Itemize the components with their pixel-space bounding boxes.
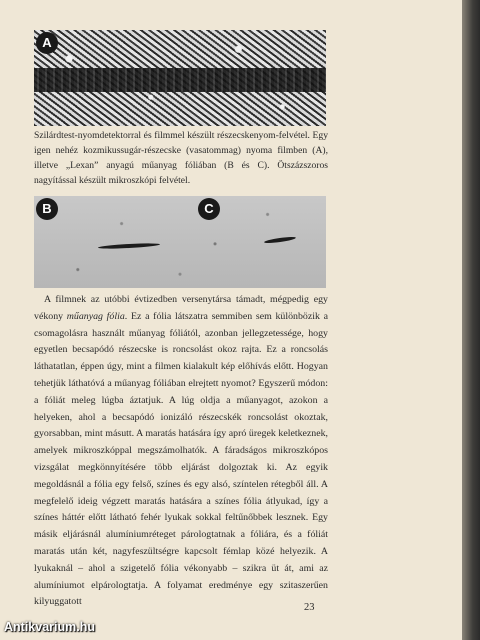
particle-track: [34, 68, 326, 92]
etched-track-c: [264, 236, 296, 244]
watermark: Antikvarium.hu: [4, 620, 95, 634]
page-edge-shadow: [462, 0, 480, 640]
label-b: B: [36, 198, 58, 220]
label-c: C: [198, 198, 220, 220]
body-text-emphasis: műanyag fólia: [66, 310, 125, 322]
body-paragraph: [34, 292, 328, 611]
body-text-rest: . Ez a fólia látszatra semmiben sem különbözik a csomagolásra használt műanyag fóliától, azonban jellegzetessége, hogy egyetlen becsapódó részecske is roncsolást okoz rajta. Ez a roncsolás láthatatlan, éppen úgy, mint a filmen kialakult kép előhívás előtt. Hogyan tehetjük láthatóvá a műanyag fóliában elrejtett nyomot? Egyszerű módon: a fóliát meleg lúgba áztatjuk. A lúg oldja a műanyagot, azokon a helyeken, ahol a becsapódó ionizáló részecskék roncsolást okoztak, gyorsabban, mint másutt. A maratás hatására így apró üregek keletkeznek, amelyek mikroszkóppal megszámolhatók. A fáradságos mikroszkópos vizsgálat megkönnyítésére több eljárást dolgoztak ki. Az egyik megoldásnál a fólia egy felső, színes és egy alsó, színtelen rétegből áll. A megfelelő ideig végzett maratás hatására a színes fólia átlyukad, így a színes háttér előtt látható fehér lyukak sokkal feltűnőbbek lesznek. Egy másik eljárásnál alumíniumréteget párologtatnak a fóliára, és a fóliát maratás után két, nagyfeszültségre kapcsolt fémlap közé helyezik. A lyukaknál – ahol a szigetelő fólia vékonyabb – szikra üt át, ami az alumíniumot elpárologtatja. A folyamat eredménye egy szitaszerűen kilyuggatott: [34, 310, 328, 608]
figure-caption: Szilárdtest-nyomdetektorral és filmmel készült részecskenyom-felvétel. Egy igen nehéz kozmikussugár-részecske (vasatommag) nyoma filmben (A), illetve „Lexan” anyagú műanyag fóliában (B és C). Ötszázszoros nagyítással készült mikroszkópi felvétel.: [34, 130, 328, 186]
photo-film-track: [34, 30, 326, 126]
etched-track-b: [98, 242, 160, 249]
label-a: A: [36, 32, 58, 54]
page-number: 23: [304, 602, 315, 613]
photo-plastic-foil: [34, 196, 326, 288]
body-text-start: A filmnek az utóbbi évtizedben versenytársa támadt, mégpedig egy vékony: [34, 294, 328, 322]
